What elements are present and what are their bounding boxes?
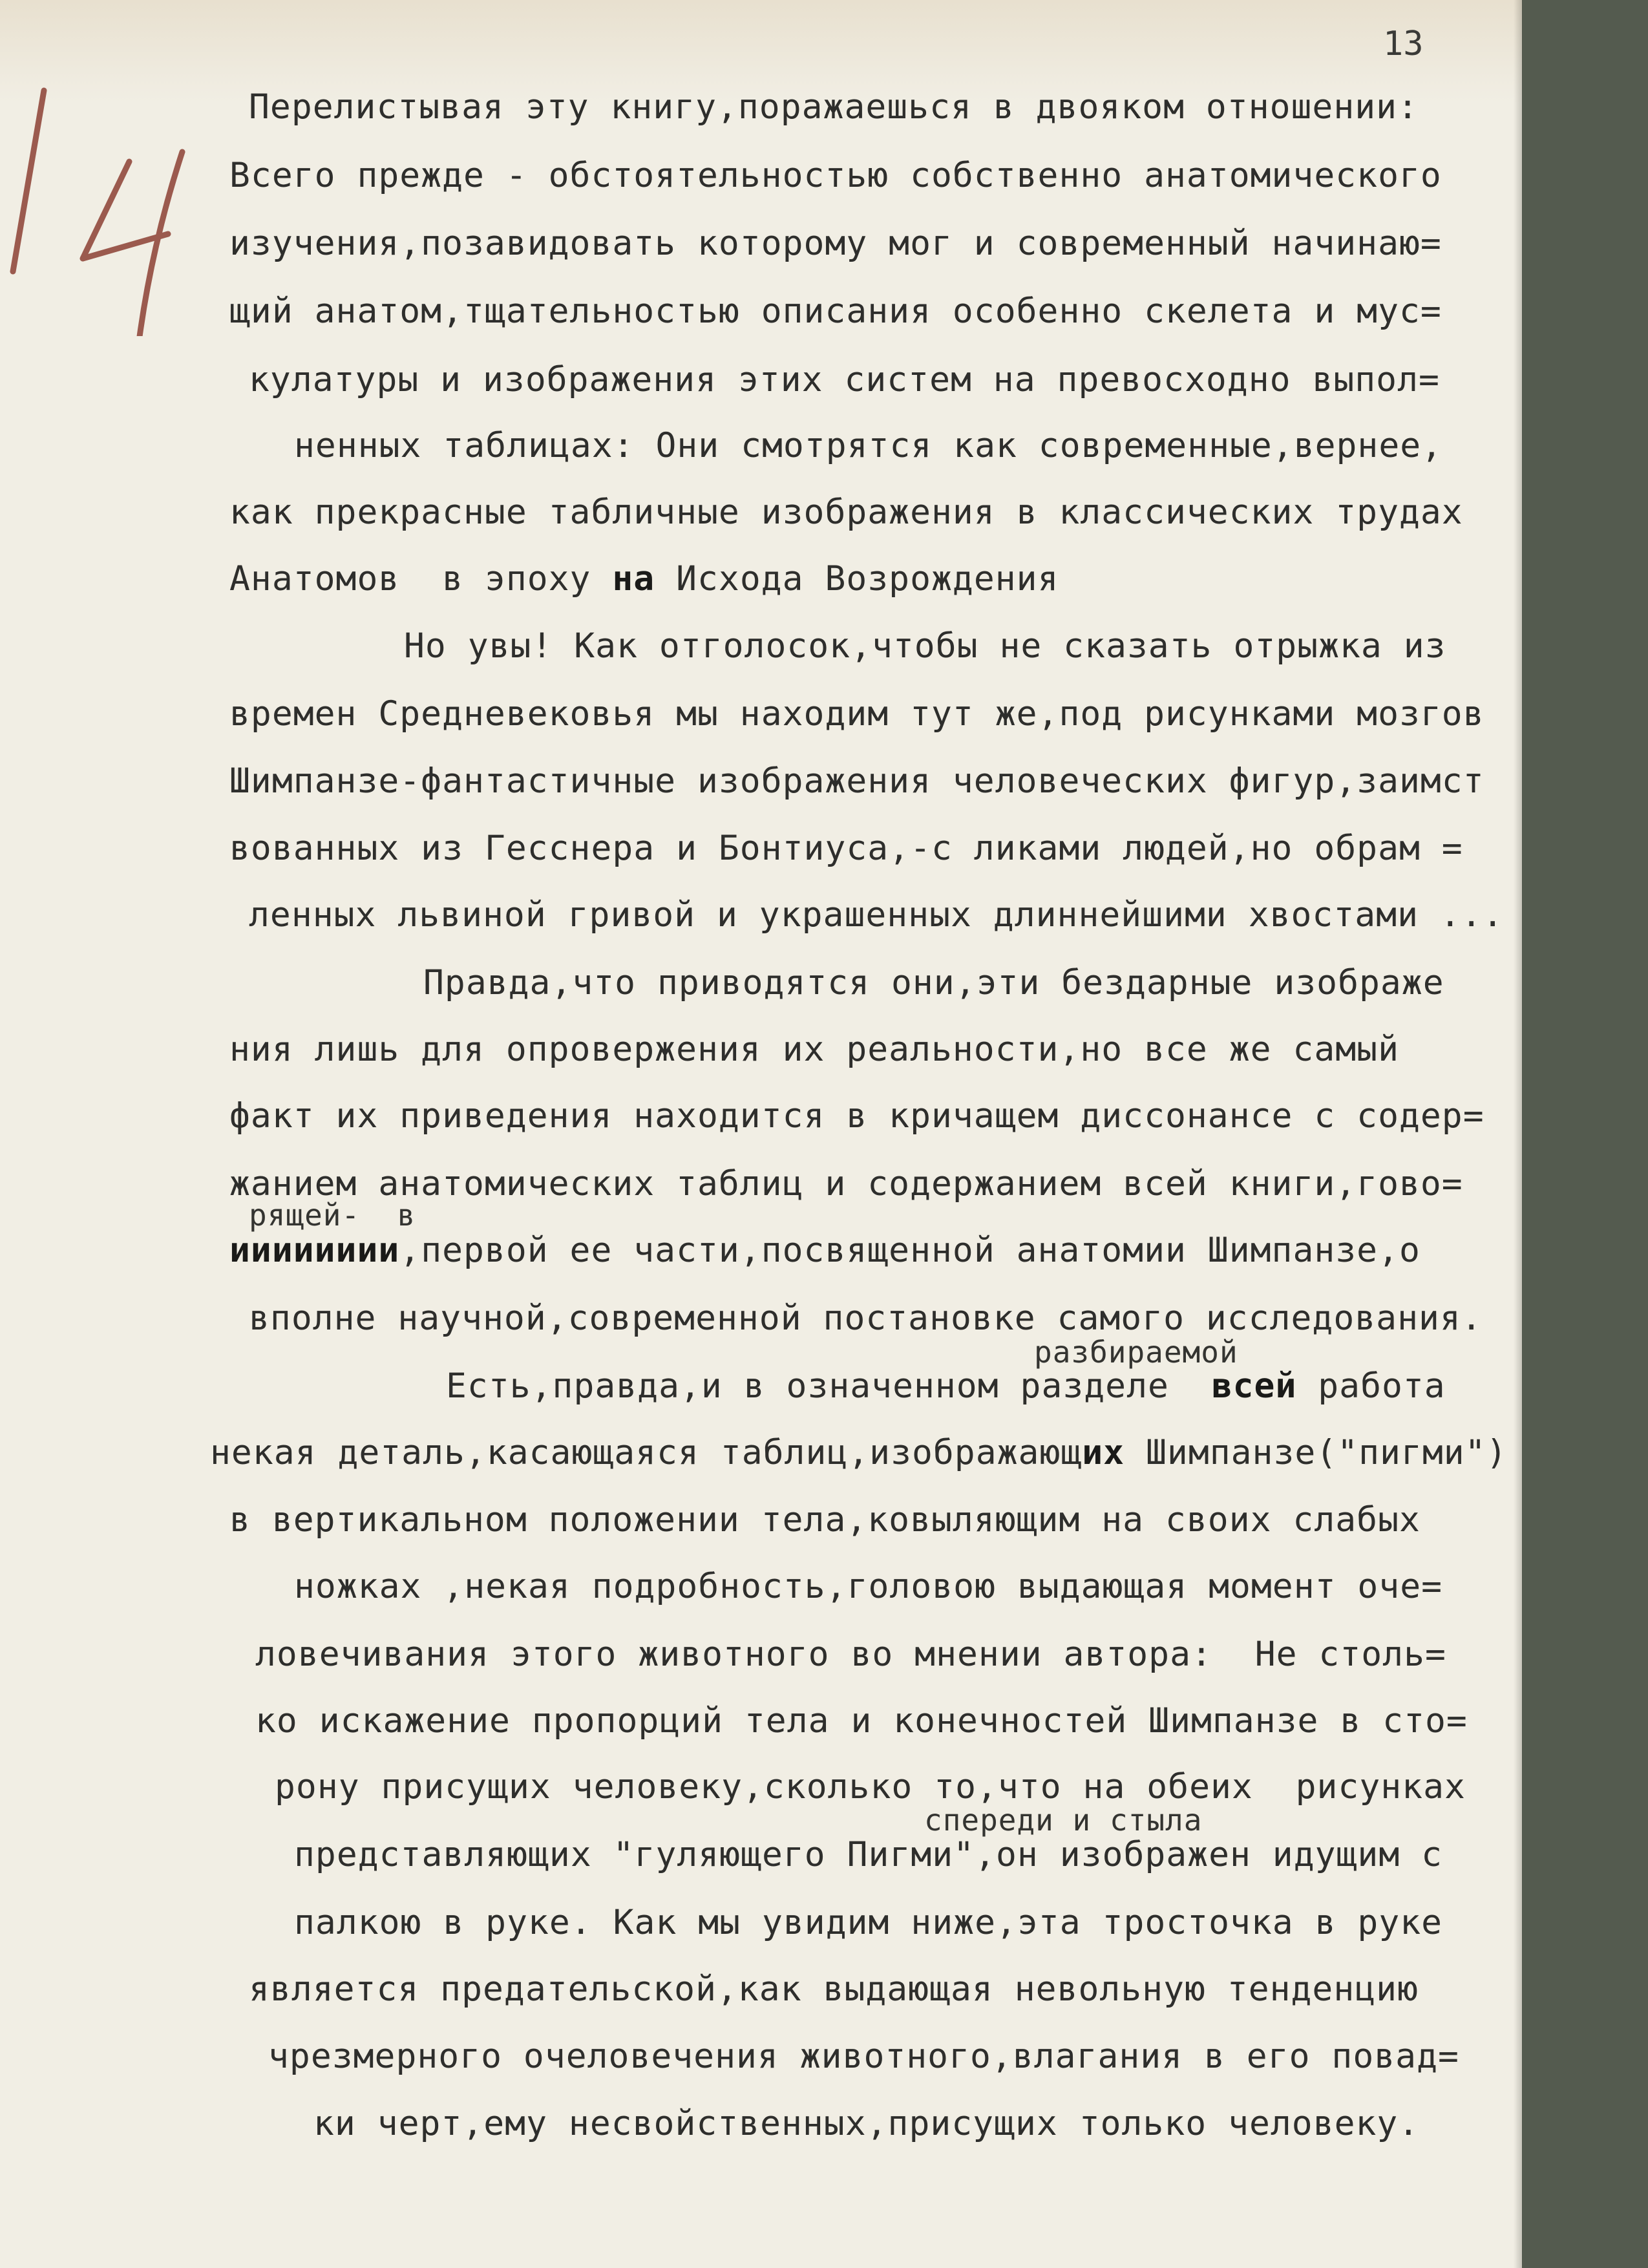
text-line-3: изучения,позавидовать которому мог и современный начинаю= [229,224,1442,263]
text-line-28: палкою в руке. Как мы увидим ниже,эта тросточка в руке [294,1903,1443,1942]
text-line-25: ко искажение пропорций тела и конечностей Шимпанзе в сто= [255,1701,1468,1741]
text-line-19: вполне научной,современной постановке самого исследования. [249,1298,1483,1338]
text-line-12: вованных из Гесснера и Бонтиуса,-с ликами людей,но обрам = [229,829,1463,868]
text-line-13: ленных львиной гривой и украшенных длиннейшими хвостами ... [249,895,1504,935]
page-number: 13 [1383,25,1424,63]
overtyped-ending: их [1082,1433,1125,1472]
text-line-11: Шимпанзе-фантастичные изображения человеческих фигур,заимст [229,761,1484,801]
text-line-10: времен Средневековья мы находим тут же,под рисунками мозгов [229,694,1484,734]
text-line-15: ния лишь для опровержения их реальности,но все же самый [229,1030,1399,1069]
text-line-30: чрезмерного очеловечения животного,влагания в его повад= [268,2037,1459,2076]
page-edge-shadow [1514,0,1523,2268]
text-line-26: рону присущих человеку,сколько то,что на обеих рисунках [275,1767,1466,1807]
text-line-31: ки черт,ему несвойственных,присущих только человеку. [313,2104,1420,2143]
text-insert-razbiraemoy: разбираемой [1034,1335,1238,1370]
text-line-17: жанием анатомических таблиц и содержанием всей книги,гово= [229,1164,1463,1203]
text-line-24: ловечивания этого животного во мнении автора: Не столь= [255,1635,1446,1674]
text-line-7: как прекрасные табличные изображения в классических трудах [229,493,1463,532]
text-line-21: некая деталь,касающаяся таблиц,изображающих Шимпанзе("пигми") [210,1433,1508,1472]
text-line-22: в вертикальном положении тела,ковыляющим на своих слабых [229,1500,1421,1540]
text-line-27: представляющих "гуляющего Пигми",он изображен идущим с [294,1835,1443,1874]
text-line-20: Есть,правда,и в означенном разделе всей работа [446,1366,1446,1406]
text-line-5: кулатуры и изображения этих систем на превосходно выпол= [249,360,1440,399]
text-line-6: ненных таблицах: Они смотрятся как современные,вернее, [294,426,1443,465]
text-line-23: ножках ,некая подробность,головою выдающая момент оче= [294,1567,1443,1606]
text-line-18: ииииииии,первой ее части,посвященной анатомии Шимпанзе,о [229,1231,1421,1270]
handwritten-page-number [6,65,213,336]
text-line-4: щий анатом,тщательностью описания особенно скелета и мус= [229,291,1442,331]
text-line-29: является предательской,как выдающая невольную тенденцию [249,1969,1419,2009]
text-insert-above-line-18: рящей- в [249,1198,416,1233]
text-line-9: Но увы! Как отголосок,чтобы не сказать отрыжка из [404,626,1446,666]
struck-word-na: на [612,559,655,599]
struck-out-word: ииииииии [229,1231,400,1270]
text-line-2: Всего прежде - обстоятельностью собственно анатомического [229,156,1442,195]
text-line-1: Перелистывая эту книгу,поражаешься в двояком отношении: [249,87,1419,127]
text-line-16: факт их приведения находится в кричащем диссонансе с содер= [229,1096,1484,1136]
text-line-8: Анатомов в эпоху на Исхода Возрождения [229,559,1059,599]
text-line-14: Правда,что приводятся они,эти бездарные изображе [423,963,1444,1002]
struck-word-vsey: всей [1211,1366,1297,1406]
text-insert-speredi-i-styla: спереди и стыла [924,1803,1203,1838]
